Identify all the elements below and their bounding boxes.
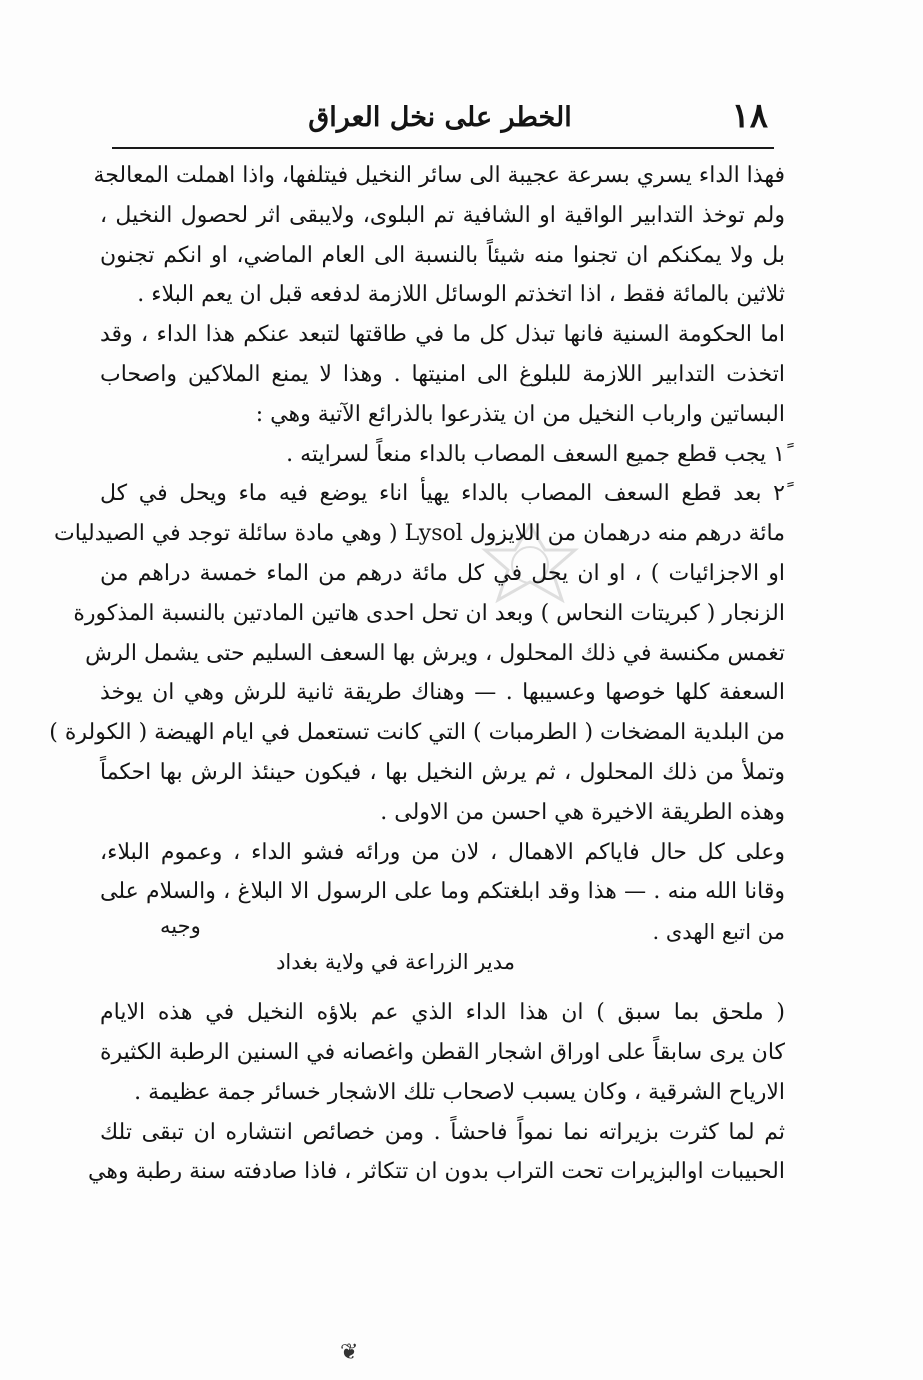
text-line: من البلدية المضخات ( الطرمبات ) التي كانت تستعمل في ايام الهيضة ( الكولرة ) <box>49 720 785 746</box>
text-line: ثم لما كثرت بزيراته نما نمواً فاحشاً . ومن خصائص انتشاره ان تبقى تلك <box>100 1119 785 1145</box>
text-line: ثلاثين بالمائة فقط ، اذا اتخذتم الوسائل اللازمة لدفعه قبل ان يعم البلاء . <box>137 282 785 308</box>
text-line: الحبيبات اوالبزيرات تحت التراب بدون ان تتكاثر ، فاذا صادفته سنة رطبة وهي <box>88 1159 785 1185</box>
text-line: اما الحكومة السنية فانها تبذل كل ما في طاقتها لتبعد عنكم هذا الداء ، وقد <box>100 322 785 348</box>
text-line: وقانا الله منه . — هذا وقد ابلغتكم وما على الرسول الا البلاغ ، والسلام على <box>100 879 785 905</box>
signature-name: وجيه <box>160 914 201 939</box>
footer-ornament-icon: ❦ <box>340 1340 359 1365</box>
text-line: تغمس مكنسة في ذلك المحلول ، ويرش بها السعف السليم حتى يشمل الرش <box>85 640 785 666</box>
running-title: الخطر على نخل العراق <box>308 102 572 133</box>
appendix-paragraph-1 <box>100 993 785 1112</box>
text-line: الارياح الشرقية ، وكان يسبب لاصحاب تلك الاشجار خسائر جمة عظيمة . <box>134 1079 785 1105</box>
text-line: السعفة كلها خوصها وعسيبها . — وهناك طريقة ثانية للرش وهي ان يوخذ <box>100 680 785 706</box>
paragraph-government <box>100 315 785 434</box>
text-line: او الاجزائيات ) ، او ان يحل في كل مائة درهم من الماء خمسة دراهم من <box>100 560 785 586</box>
text-line: وهذه الطريقة الاخيرة هي احسن من الاولى . <box>380 799 785 825</box>
text-line: وتملأ من ذلك المحلول ، ثم يرش النخيل بها ، فيكون حينئذ الرش بها احكماً <box>100 759 785 785</box>
paragraph-closing <box>100 833 785 975</box>
page-number: ١٨ <box>731 96 768 136</box>
text-line: مائة درهم منه درهمان من اللايزول Lysol ( وهي مادة سائلة توجد في الصيدليات <box>53 521 785 547</box>
text-line: وعلى كل حال فاياكم الاهمال ، لان من ورائه فشو الداء ، وعموم البلاء، <box>100 839 785 865</box>
closing-line: من اتبع الهدى . <box>652 920 785 945</box>
text-line: ٢ً بعد قطع السعف المصاب بالداء يهيأ اناء يوضع فيه ماء ويحل في كل <box>100 481 785 507</box>
page-header <box>112 98 768 142</box>
list-item-1 <box>100 435 785 475</box>
text-line: البساتين وارباب النخيل من ان يتذرعوا بالذرائع الآتية وهي : <box>255 401 785 427</box>
appendix-paragraph-2 <box>88 1113 785 1193</box>
text-line: ١ً يجب قطع جميع السعف المصاب بالداء منعاً لسرايته . <box>286 441 785 467</box>
page-body <box>49 156 785 1192</box>
text-line: اتخذت التدابير اللازمة للبلوغ الى امنيتها . وهذا لا يمنع الملاكين واصحاب <box>100 361 785 387</box>
text-line: فهذا الداء يسري بسرعة عجيبة الى سائر النخيل فيتلفها، واذا اهملت المعالجة <box>93 163 785 188</box>
text-line: ( ملحق بما سبق ) ان هذا الداء الذي عم بلاؤه النخيل في هذه الايام <box>100 1000 785 1026</box>
text-line: ولم توخذ التدابير الواقية او الشافية تم البلوى، ولايبقى اثر لحصول النخيل ، <box>100 202 785 228</box>
signature-position: مدير الزراعة في ولاية بغداد <box>276 950 515 975</box>
paragraph-intro <box>93 156 785 315</box>
list-item-2 <box>49 474 785 832</box>
text-line: كان يرى سابقاً على اوراق اشجار القطن واغصانه في السنين الرطبة الكثيرة <box>100 1039 785 1065</box>
header-rule <box>112 147 774 149</box>
signature-block <box>100 912 785 975</box>
text-line: الزنجار ( كبريتات النحاس ) وبعد ان تحل احدى هاتين المادتين بالنسبة المذكورة <box>73 600 785 626</box>
text-line: بل ولا يمكنكم ان تجنوا منه شيئاً بالنسبة الى العام الماضي، او انكم تجنون <box>100 242 785 268</box>
